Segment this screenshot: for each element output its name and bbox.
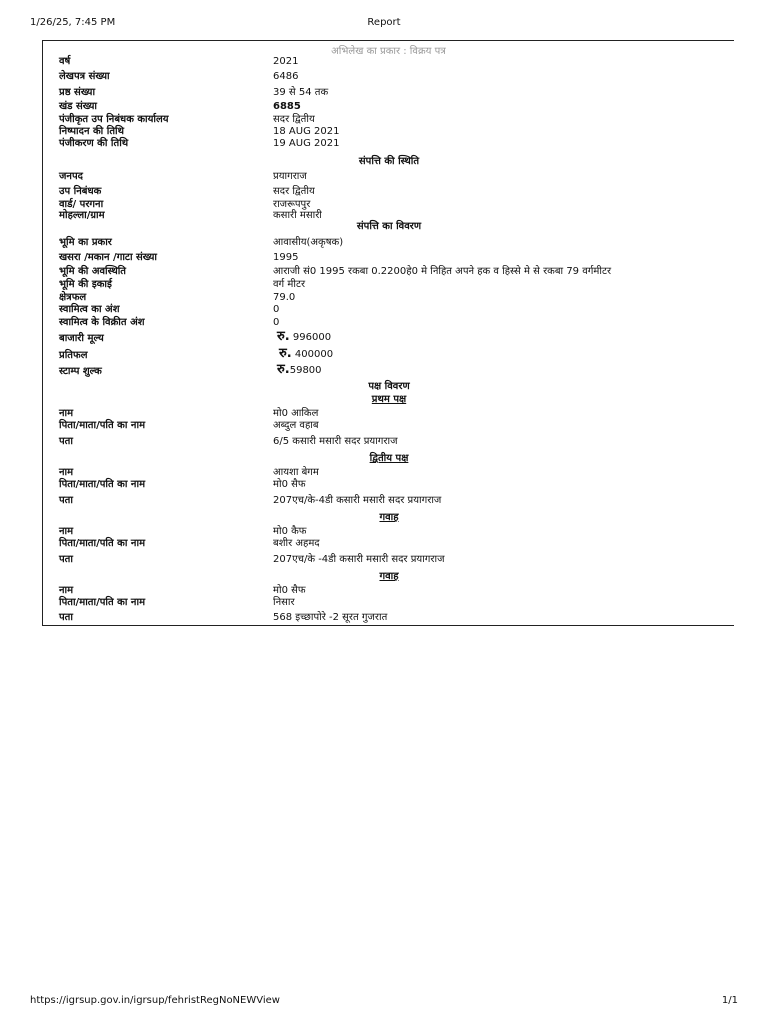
document-type-line: अभिलेख का प्रकार : विक्रय पत्र [331,46,446,57]
party-address-value: 207एच/के-4डी कसारी मसारी सदर प्रयागराज [273,495,442,506]
year-label: वर्ष [59,56,71,67]
registration-date-value: 19 AUG 2021 [273,138,340,149]
party-address-value: 6/5 कसारी मसारी सदर प्रयागराज [273,436,398,447]
party-name-value: आयशा बेगम [273,467,319,478]
land-unit-label: भूमि की इकाई [59,279,112,290]
khasra-no-label: खसरा /मकान /गाटा संख्या [59,252,158,263]
property-location-heading: संपत्ति की स्थिति [358,156,420,167]
district-value: प्रयागराज [273,171,307,182]
party-name-value: मो0 आकिल [273,408,319,419]
volume-no-label: खंड संख्या [59,101,98,112]
page-url: https://igrsup.gov.in/igrsup/fehristRegNoNEWView [30,995,280,1006]
party-parent-label: पिता/माता/पति का नाम [59,538,146,549]
volume-no-value: 6885 [273,101,301,112]
stamp-duty-label: स्टाम्प शुल्क [59,366,102,377]
village-label: मोहल्ला/ग्राम [59,210,105,221]
party-name-label: नाम [59,408,74,419]
stamp-duty-value: 59800 [289,365,322,376]
party-group-title: गवाह [379,571,399,582]
sold-share-label: स्वामित्व के विक्रीत अंश [59,317,145,328]
ownership-share-value: 0 [273,304,280,315]
village-value: कसारी मसारी [273,210,322,221]
party-parent-label: पिता/माता/पति का नाम [59,597,146,608]
party-address-label: पता [59,612,73,623]
party-parent-label: पिता/माता/पति का नाम [59,479,146,490]
party-name-label: नाम [59,585,74,596]
sub-registrar-value: सदर द्वितीय [273,186,315,197]
execution-date-label: निष्पादन की तिथि [59,126,124,137]
land-unit-value: वर्ग मीटर [273,279,306,290]
print-footer [30,993,738,1009]
page-no-label: प्रष्ठ संख्या [59,87,96,98]
deed-no-label: लेखपत्र संख्या [59,71,110,82]
party-group-title: द्वितीय पक्ष [369,453,409,464]
deed-no-value: 6486 [273,71,299,82]
party-address-label: पता [59,436,73,447]
sold-share-value: 0 [273,317,280,328]
party-address-value: 568 इच्छापोरे -2 सूरत गुजरात [273,612,388,623]
sub-registrar-label: उप निबंधक [59,186,102,197]
report-frame [42,40,734,626]
party-name-value: मो0 कैफ [273,526,307,537]
consideration-label: प्रतिफल [59,350,88,361]
print-title: Report [367,17,401,28]
property-details-heading: संपत्ति का विवरण [356,221,422,232]
khasra-no-value: 1995 [273,252,299,263]
stamp-duty-row [277,364,322,377]
party-name-value: मो0 सैफ [273,585,306,596]
sub-registrar-office-label: पंजीकृत उप निबंधक कार्यालय [59,114,169,125]
print-timestamp: 1/26/25, 7:45 PM [30,17,116,28]
rupee-symbol: रु. [277,362,290,377]
execution-date-value: 18 AUG 2021 [273,126,340,137]
area-value: 79.0 [273,292,296,303]
party-name-label: नाम [59,467,74,478]
land-position-label: भूमि की अवस्थिति [59,266,126,277]
party-address-label: पता [59,495,73,506]
consideration-value: 400000 [294,349,334,360]
rupee-symbol: रु. [279,346,292,361]
registration-date-label: पंजीकरण की तिथि [59,138,129,149]
land-position-value: आराजी सं0 1995 रकबा 0.2200हे0 मे निहित अपने हक व हिस्से मे से रकबा 79 वर्गमीटर [273,266,612,277]
party-parent-value: निसार [273,597,295,608]
page-no-value: 39 से 54 तक [273,87,329,98]
year-value: 2021 [273,56,299,67]
party-parent-value: बशीर अहमद [273,538,320,549]
consideration-row [279,348,333,361]
party-name-label: नाम [59,526,74,537]
party-address-value: 207एच/के -4डी कसारी मसारी सदर प्रयागराज [273,554,445,565]
ward-value: राजरूपपुर [273,199,311,210]
print-header [30,14,738,32]
land-type-value: आवासीय(अकृषक) [273,237,344,248]
rupee-symbol: रु. [277,329,290,344]
sub-registrar-office-value: सदर द्वितीय [273,114,315,125]
market-value-row [277,331,331,344]
page-number: 1/1 [721,995,738,1006]
parties-heading: पक्ष विवरण [368,381,410,392]
market-value-value: 996000 [292,332,332,343]
party-parent-value: मो0 सैफ [273,479,306,490]
party-parent-label: पिता/माता/पति का नाम [59,420,146,431]
party-parent-value: अब्दुल वहाब [273,420,319,431]
land-type-label: भूमि का प्रकार [59,237,112,248]
ownership-share-label: स्वामित्व का अंश [59,304,120,315]
party-group-title: गवाह [379,512,399,523]
party-address-label: पता [59,554,73,565]
ward-label: वार्ड/ परगना [59,199,104,210]
district-label: जनपद [59,171,83,182]
area-label: क्षेत्रफल [59,292,87,303]
market-value-label: बाजारी मूल्य [59,333,104,344]
party-group-title: प्रथम पक्ष [371,394,407,405]
